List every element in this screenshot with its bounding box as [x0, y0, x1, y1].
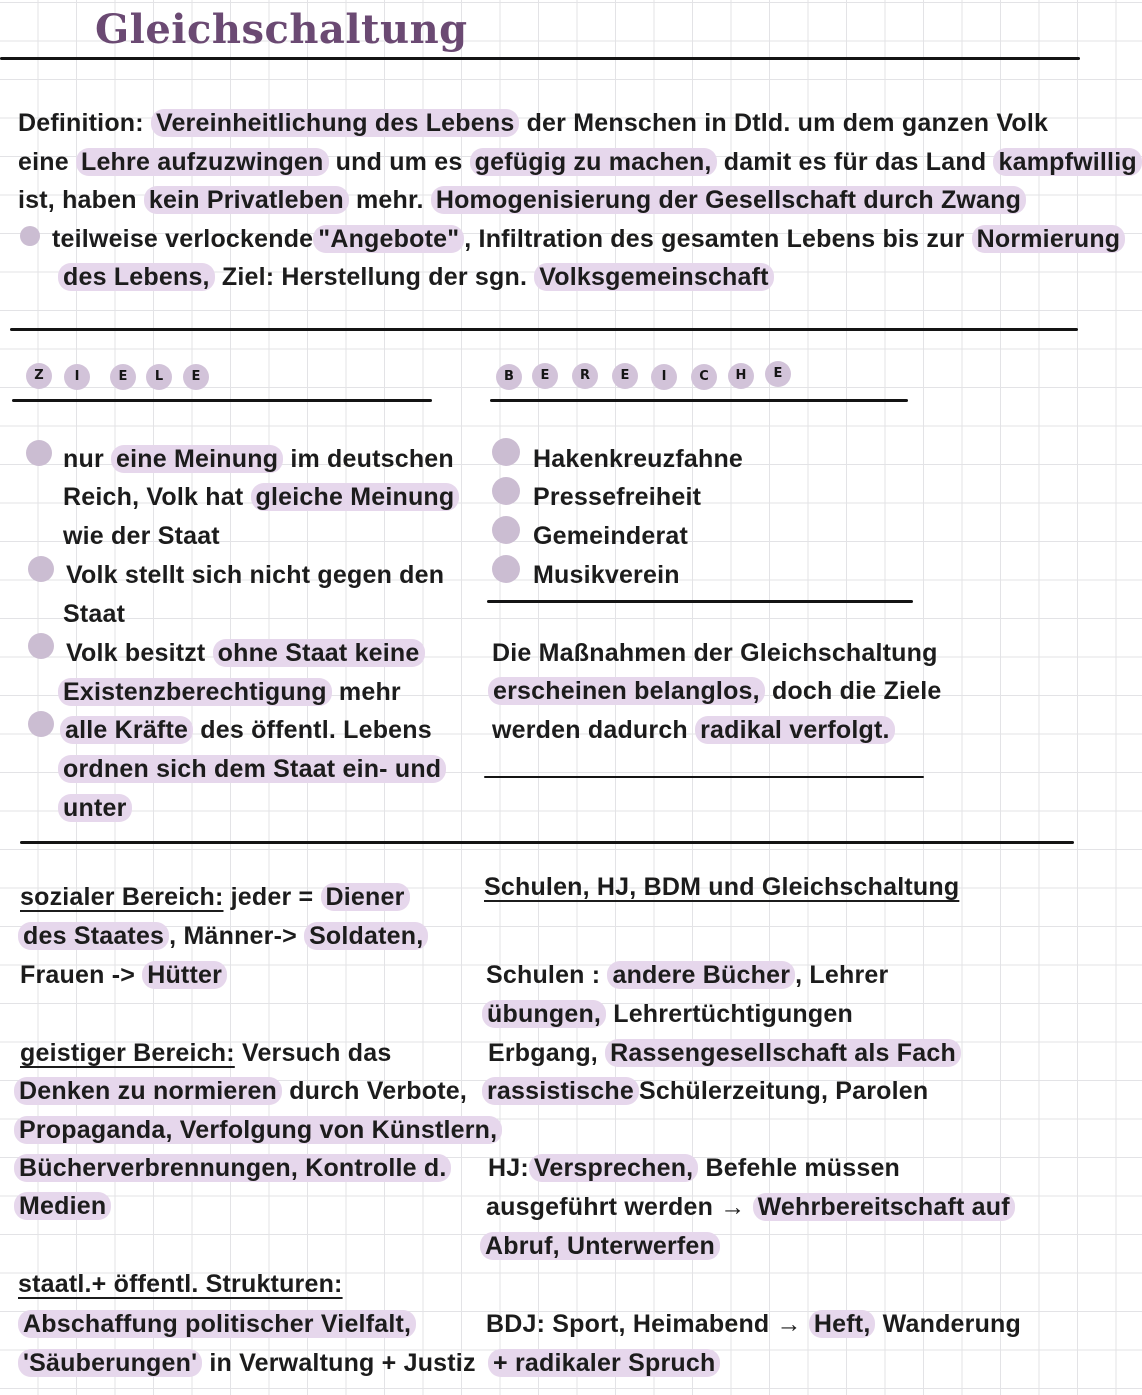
bullet-icon	[492, 555, 520, 583]
heading-letter: L	[146, 364, 172, 390]
definition-line-5: des Lebens, Ziel: Herstellung der sgn. Volksgemeinschaft	[58, 258, 774, 296]
highlight: Normierung	[972, 225, 1126, 253]
bullet-icon	[20, 226, 40, 246]
highlight: kampfwillig	[993, 148, 1141, 176]
highlight: kein Privatleben	[144, 186, 349, 214]
bereiche-underline	[490, 399, 908, 402]
list-item: alle Kräfte des öffentl. Lebens	[60, 711, 432, 749]
highlight: Diener	[321, 883, 410, 911]
section-line	[14, 1187, 111, 1225]
highlight: Wehrbereitschaft auf	[753, 1193, 1015, 1221]
section-label: sozialer Bereich:	[20, 883, 224, 911]
list-item: Musikverein	[533, 561, 680, 589]
section-divider	[20, 841, 1074, 844]
highlight: Denken zu normieren	[14, 1077, 282, 1105]
highlight: unter	[58, 794, 132, 822]
highlight: Existenzberechtigung	[58, 678, 332, 706]
highlight: gefügig zu machen,	[470, 148, 717, 176]
section-line: HJ: Versprechen, Befehle müssen	[488, 1154, 901, 1182]
highlight: alle Kräfte	[60, 716, 193, 744]
note-line: Die Maßnahmen der Gleichschaltung	[492, 639, 938, 667]
definition-line-3: ist, haben kein Privatleben mehr. Homogenisierung der Gesellschaft durch Zwang	[18, 181, 1026, 219]
highlight: Hütter	[142, 961, 227, 989]
definition-line-2: eine Lehre aufzuzwingen und um es gefügig zu machen, damit es für das Land kampfwillig	[18, 143, 1142, 181]
section-line	[488, 1344, 720, 1382]
heading-letter: I	[651, 364, 677, 390]
highlight: Abschaffung politischer Vielfalt,	[18, 1310, 416, 1338]
highlight: ohne Staat keine	[213, 639, 425, 667]
highlight: rassistische	[482, 1077, 639, 1105]
heading-letter: E	[110, 364, 136, 390]
highlight: des Lebens,	[58, 263, 215, 291]
highlight: Soldaten,	[304, 922, 428, 950]
section-line: Schulen : andere Bücher , Lehrer	[486, 961, 889, 989]
bullet-icon	[26, 440, 52, 466]
heading-letter: E	[765, 361, 791, 387]
list-item-cont: Reich, Volk hat gleiche Meinung	[63, 478, 459, 516]
note-line: werden dadurch radikal verfolgt.	[492, 711, 895, 749]
section-line	[480, 1227, 720, 1265]
heading-letter: E	[532, 363, 558, 389]
section-line: des Staates , Männer-> Soldaten,	[18, 917, 428, 955]
highlight: übungen,	[482, 1000, 606, 1028]
highlight: andere Bücher	[607, 961, 795, 989]
list-item-cont	[58, 789, 132, 827]
highlight: radikal verfolgt.	[695, 716, 895, 744]
arrow-icon: →	[720, 1193, 746, 1221]
ziele-underline	[12, 399, 432, 402]
section-line: 'Säuberungen' in Verwaltung + Justiz	[18, 1344, 476, 1382]
heading-letter: Z	[26, 363, 52, 389]
section-divider	[10, 328, 1078, 331]
list-item: nur eine Meinung im deutschen	[63, 445, 454, 473]
heading-letter: C	[691, 364, 717, 390]
list-item: Pressefreiheit	[533, 483, 702, 511]
highlight: eine Meinung	[111, 445, 283, 473]
highlight: Rassengesellschaft als Fach	[605, 1039, 961, 1067]
bullet-icon	[28, 556, 54, 582]
heading-letter: E	[183, 364, 209, 390]
highlight: erscheinen belanglos,	[488, 677, 765, 705]
highlight: Bücherverbrennungen, Kontrolle d.	[14, 1154, 451, 1182]
bullet-icon	[492, 438, 520, 466]
section-line: rassistische Schülerzeitung, Parolen	[482, 1072, 928, 1110]
highlight: Heft,	[809, 1310, 876, 1338]
list-item: Volk besitzt ohne Staat keine	[66, 634, 425, 672]
section-label: geistiger Bereich:	[20, 1039, 235, 1067]
highlight: des Staates	[18, 922, 169, 950]
bullet-icon	[28, 711, 54, 737]
list-item: Volk stellt sich nicht gegen den	[66, 561, 445, 589]
definition-line-1: Definition: Vereinheitlichung des Lebens der Menschen in Dtld. um dem ganzen Volk	[18, 109, 1049, 137]
list-item: Gemeinderat	[533, 522, 689, 550]
section-line	[14, 1149, 451, 1187]
heading-letter: H	[728, 363, 754, 389]
bereiche-divider	[487, 600, 913, 603]
section-label: staatl.+ öffentl. Strukturen:	[18, 1270, 343, 1298]
section-line: übungen, Lehrertüchtigungen	[482, 995, 853, 1033]
bullet-icon	[492, 516, 520, 544]
section-line: Frauen -> Hütter	[20, 956, 227, 994]
highlight: ordnen sich dem Staat ein- und	[58, 755, 446, 783]
highlight: gleiche Meinung	[251, 483, 460, 511]
section-line	[18, 1305, 416, 1343]
list-item-cont: wie der Staat	[63, 522, 220, 550]
highlight: + radikaler Spruch	[488, 1349, 720, 1377]
heading-letter: E	[612, 363, 638, 389]
highlight: 'Säuberungen'	[18, 1349, 202, 1377]
title-divider	[0, 57, 1080, 60]
page-title: Gleichschaltung	[95, 6, 468, 53]
section-line: sozialer Bereich: jeder = Diener	[20, 878, 410, 916]
highlight: "Angebote"	[313, 225, 464, 253]
section-line: Denken zu normieren durch Verbote,	[14, 1072, 467, 1110]
heading-letter: B	[496, 364, 522, 390]
heading-letter: I	[64, 364, 90, 390]
highlight: Volksgemeinschaft	[534, 263, 773, 291]
list-item: Hakenkreuzfahne	[533, 445, 744, 473]
bullet-icon	[492, 477, 520, 505]
section-line: geistiger Bereich: Versuch das	[20, 1039, 392, 1067]
list-item-cont: Existenzberechtigung mehr	[58, 673, 401, 711]
list-item-cont: Staat	[63, 600, 126, 628]
section-line: ausgeführt werden → Wehrbereitschaft auf	[486, 1188, 1015, 1226]
note-line: erscheinen belanglos, doch die Ziele	[488, 672, 941, 710]
section-line: Erbgang, Rassengesellschaft als Fach	[488, 1034, 961, 1072]
section-line	[14, 1111, 502, 1149]
highlight: Lehre aufzuzwingen	[76, 148, 329, 176]
highlight: Homogenisierung der Gesellschaft durch Zwang	[431, 186, 1026, 214]
definition-label: Definition:	[18, 109, 144, 137]
section-line	[18, 1265, 343, 1303]
heading-letter: R	[572, 363, 598, 389]
definition-line-4: teilweise verlockende "Angebote" , Infiltration des gesamten Lebens bis zur Normierung	[52, 220, 1125, 258]
section-heading: Schulen, HJ, BDM und Gleichschaltung	[484, 873, 960, 901]
highlight: Versprechen,	[529, 1154, 698, 1182]
section-line: BDJ: Sport, Heimabend → Heft, Wanderung	[486, 1310, 1021, 1338]
highlight: Medien	[14, 1192, 111, 1220]
bullet-icon	[28, 633, 54, 659]
highlight: Propaganda, Verfolgung von Künstlern,	[14, 1116, 502, 1144]
highlight: Abruf, Unterwerfen	[480, 1232, 720, 1260]
highlight: Vereinheitlichung des Lebens	[151, 109, 519, 137]
list-item-cont	[58, 750, 446, 788]
note-divider	[484, 776, 924, 778]
